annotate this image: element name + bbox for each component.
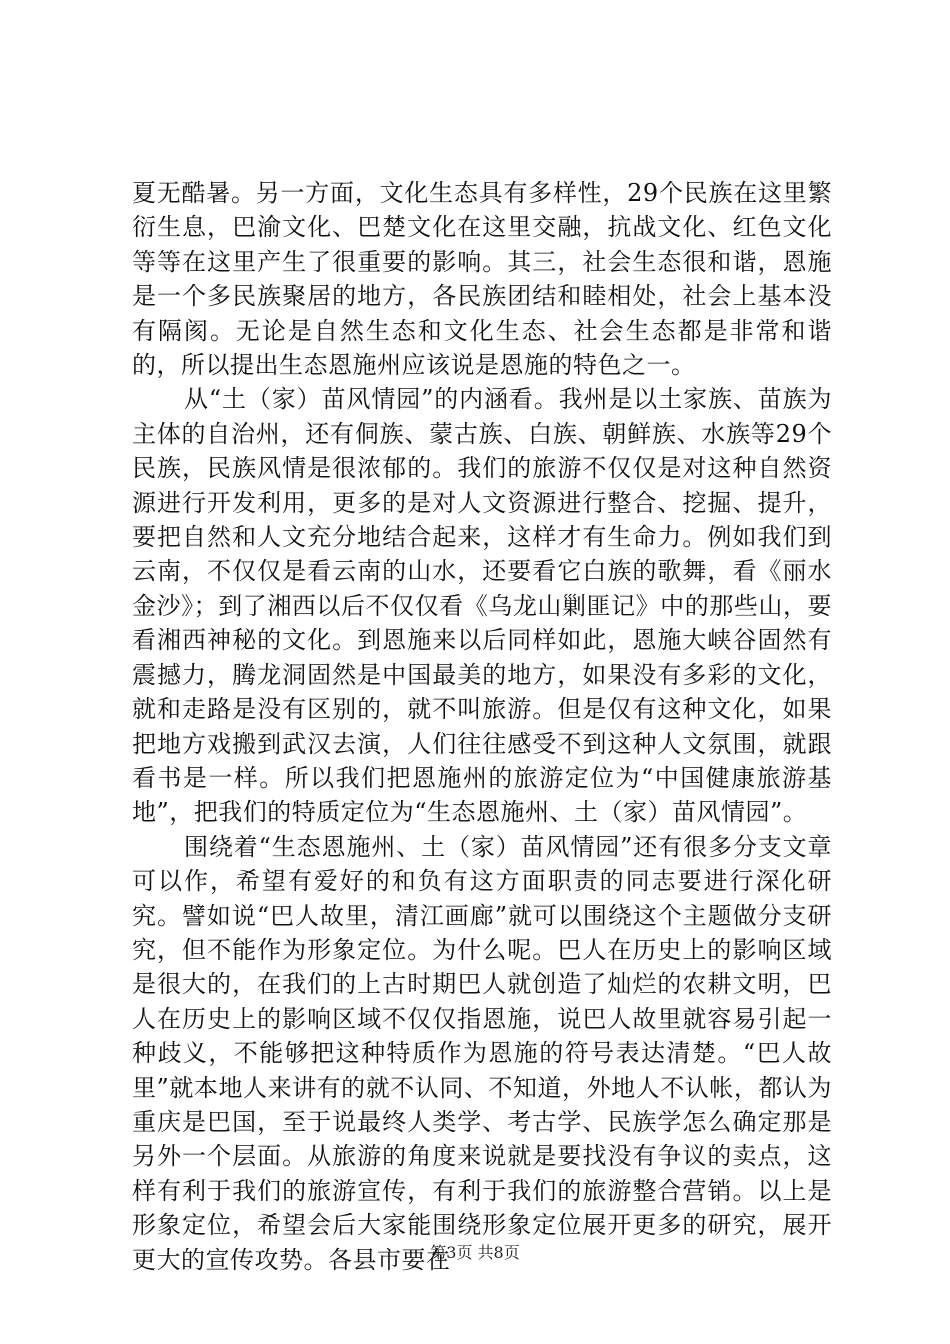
- page-footer: 第3页 共8页: [430, 1243, 520, 1262]
- paragraph-3: 围绕着“生态恩施州、土（家）苗风情园”还有很多分支文章可以作，希望有爱好的和负有这方面职责的同志要进行深化研究。譬如说“巴人故里，清江画廊”就可以围绕这个主题做分支研究，但不能作为形象定位。为什么呢。巴人在历史上的影响区域是很大的，在我们的上古时期巴人就创造了灿烂的农耕文明，巴人在历史上的影响区域不仅仅指恩施，说巴人故里就容易引起一种歧义，不能够把这种特质作为恩施的符号表达清楚。“巴人故里”就本地人来讲有的就不认同、不知道，外地人不认帐，都认为重庆是巴国，至于说最终人类学、考古学、民族学怎么确定那是另外一个层面。从旅游的角度来说就是要找没有争议的卖点，这样有利于我们的旅游宣传，有利于我们的旅游整合营销。以上是形象定位，希望会后大家能围绕形象定位展开更多的研究，展开更大的宣传攻势。各县市要在: [132, 832, 832, 1274]
- body-text: [132, 176, 832, 1277]
- paragraph-1: 夏无酷暑。另一方面，文化生态具有多样性，29个民族在这里繁衍生息，巴渝文化、巴楚文化在这里交融，抗战文化、红色文化等等在这里产生了很重要的影响。其三，社会生态很和谐，恩施是一个多民族聚居的地方，各民族团结和睦相处，社会上基本没有隔阂。无论是自然生态和文化生态、社会生态都是非常和谐的，所以提出生态恩施州应该说是恩施的特色之一。: [132, 179, 832, 380]
- paragraph-2: 从“土（家）苗风情园”的内涵看。我州是以土家族、苗族为主体的自治州，还有侗族、蒙古族、白族、朝鲜族、水族等29个民族，民族风情是很浓郁的。我们的旅游不仅仅是对这种自然资源进行开发利用，更多的是对人文资源进行整合、挖掘、提升，要把自然和人文充分地结合起来，这样才有生命力。例如我们到云南，不仅仅是看云南的山水，还要看它白族的歌舞，看《丽水金沙》；到了湘西以后不仅仅看《乌龙山剿匪记》中的那些山，要看湘西神秘的文化。到恩施来以后同样如此，恩施大峡谷固然有震撼力，腾龙洞固然是中国最美的地方，如果没有多彩的文化，就和走路是没有区别的，就不叫旅游。但是仅有这种文化，如果把地方戏搬到武汉去演，人们往往感受不到这种人文氛围，就跟看书是一样。所以我们把恩施州的旅游定位为“中国健康旅游基地”，把我们的特质定位为“生态恩施州、土（家）苗风情园”。: [132, 385, 832, 827]
